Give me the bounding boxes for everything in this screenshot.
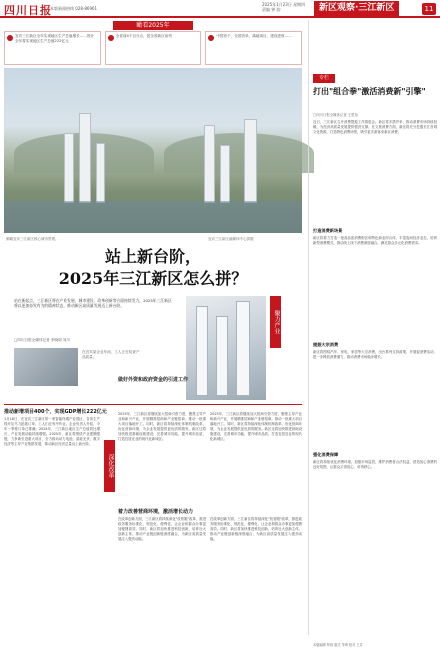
lead-paragraph: 站在新起点，三江新区将在产业发展、城市建设、改革创新等方面持续发力，2025年三江新区将以更加奋发有为的精神状态，推动新区高质量发展迈上新台阶。 — [14, 298, 172, 309]
banner-label: 瞰看2025年 — [113, 21, 193, 30]
dateline — [262, 2, 305, 12]
photo-credit: 宜宾三江新区融媒体中心供图 — [208, 237, 254, 241]
article-body: 2025年，三江新区将继续加大招商引资力度，聚焦主导产业和新兴产业，开展精准招商和产业链招商，推动一批重大项目落地开工。同时，新区将持续深化体制机制改革，优化营商环境，为企业发展提供更优质的服务。新区还将加快推进基础设施建设，完善城市功能，提升城市品质，打造宜居宜业的现代化新城区。 — [210, 412, 302, 441]
news-hotline: 本版新闻热线 028-86961 — [50, 6, 98, 11]
photo-caption: 在宜宾某企业车间，工人正在检查产品质量。 — [82, 350, 140, 359]
article-body: 新区将着力打造一批高品质消费街区和特色商业综合体，丰富夜间经济业态，培育新型消费模式，推动线上线下消费深度融合，满足群众多元化消费需求。 — [313, 236, 437, 245]
page-editor: 责编 钟 韵 — [262, 7, 281, 12]
section-label: 深化改革 — [104, 440, 115, 492]
headline-line: 站上新台阶， — [104, 247, 201, 266]
section-title: 新区观察·三江新区 — [314, 1, 399, 16]
headline-line: 2025年三江新区怎么拼？ — [58, 269, 248, 288]
page-number: 11 — [422, 3, 436, 15]
byline: □四川日报全媒体记者 王思怡 — [313, 113, 358, 117]
newspaper-logo: 四川日报 — [4, 4, 52, 17]
sidebar-column — [308, 20, 440, 647]
fact-box — [4, 31, 101, 65]
bullet-icon — [108, 35, 114, 41]
bullet-icon — [7, 35, 13, 41]
fact-text: 全省前4个百分点，居全省新区前列 — [115, 34, 172, 38]
column-label: 专栏 — [313, 74, 335, 83]
article-subhead: 推动新增项目400个、实现GDP增长222亿元 — [4, 409, 107, 415]
bullet-icon — [208, 35, 214, 41]
article-body: 在改革创新方面，三江新区将持续深化"放管服"改革，推进政务服务标准化、规范化、便利化，让企业和群众办事更加便捷高效。同时，新区将加快推进科技创新，培育壮大创新主体，推动产业链创新链深度融合，为新区高质量发展注入强劲动能。 — [118, 517, 206, 541]
article-body: 2025年，三江新区将继续加大招商引资力度，聚焦主导产业和新兴产业，开展精准招商和产业链招商，推动一批重大项目落地开工。同时，新区将持续深化体制机制改革，优化营商环境，为企业发展提供更优质的服务。新区还将加快推进基础设施建设，完善城市功能，提升城市品质，打造宜居宜业的现代化新城区。 — [118, 412, 206, 441]
main-column — [0, 20, 306, 635]
masthead — [0, 0, 440, 18]
fact-box — [205, 31, 302, 65]
factory-photo — [186, 296, 266, 400]
page-footer: 本版编辑 钟韵 版式 李琦 校对 王芳 — [313, 643, 363, 647]
article-body: 新区将持续优化消费环境，加强市场监管，维护消费者合法权益，营造放心消费的良好氛围，让群众买得放心、用得舒心。 — [313, 460, 437, 469]
article-body: 新区将围绕汽车、家电、家居等大宗消费，出台系列支持政策，开展促消费活动，进一步释放消费潜力，推动消费市场稳步增长。 — [313, 350, 437, 359]
divider — [4, 404, 302, 405]
article-subhead: 打造消费新场景 — [313, 228, 343, 233]
page-headline — [4, 246, 302, 290]
article-body: 1月16日，在宜宾三江新区的一家智能终端产业园区，各条生产线开足马力抢抓订单，工人们正有序作业。企业负责人介绍，今年一季度订单已排满。2024年，三江新区地区生产总值同比增长，产业发展动能持续增强。2025年，新区将围绕产业建圈强链，力争新引进重大项目，全力推动动力电池、晶硅光伏、数字经济等主导产业集群发展，推动新区经济总量迈上新台阶。 — [4, 417, 100, 446]
fact-text: 宜宾三江新区全年实现地区生产总值增长……预计全年将实现地区生产总值222亿元 — [15, 34, 95, 43]
photo-caption: 俯瞰宜宾三江新区核心城市景观。 — [6, 237, 59, 241]
article-body: 在改革创新方面，三江新区将持续深化"放管服"改革，推进政务服务标准化、规范化、便利化，让企业和群众办事更加便捷高效。同时，新区将加快推进科技创新，培育壮大创新主体，推动产业链创新链深度融合，为新区高质量发展注入强劲动能。 — [210, 517, 302, 541]
article-subhead: 提振大宗消费 — [313, 342, 339, 347]
sidebar-headline: 打出"组合拳"激活消费新"引擎" — [313, 86, 426, 96]
article-subhead: 强化消费保障 — [313, 452, 339, 457]
fact-box — [105, 31, 202, 65]
issue-date: 2025年1月23日 星期四 — [262, 2, 306, 7]
city-aerial-photo — [4, 68, 302, 233]
section-label: 聚力产业 — [270, 296, 281, 348]
worker-photo — [14, 348, 78, 386]
article-body: 近日，三江新区召开消费提振工作推进会。新区将多措并举，推动消费市场持续回暖，为经济高质量发展提供强劲支撑。在文旅消费方面，新区将充分挖掘长江首城文化资源，打造特色消费场景，吸引更多游客来新区消费。 — [313, 120, 437, 134]
article-subhead: 着力改善营商环境，激活增长动力 — [118, 509, 194, 515]
fact-text: 中国首个，全国首单，落地项目，建设进度…… — [216, 34, 292, 38]
article-subhead: 做好外资和政府资金的引进工作 — [118, 377, 189, 383]
fact-boxes — [4, 31, 302, 65]
byline: □四川日报全媒体记者 李晓明 刘川 — [14, 338, 70, 342]
